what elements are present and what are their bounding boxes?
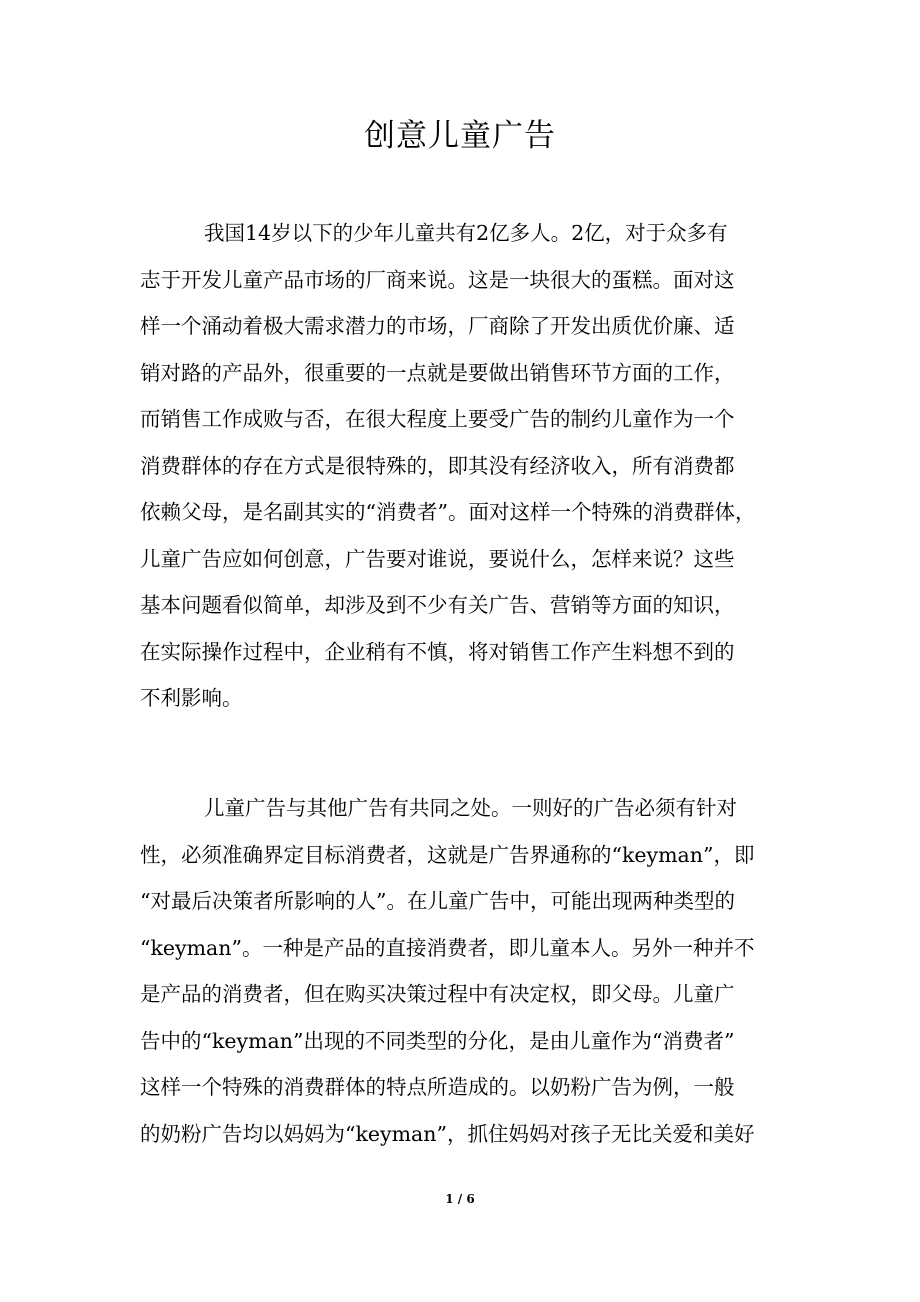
paragraph-line: 的奶粉广告均以妈妈为“keyman”，抓住妈妈对孩子无比关爱和美好 (140, 1121, 755, 1146)
paragraph-line: 不利影响。 (140, 686, 243, 710)
paragraph-line: 而销售工作成败与否，在很大程度上要受广告的制约儿童作为一个 (140, 407, 735, 431)
paragraph-line: 志于开发儿童产品市场的厂商来说。这是一块很大的蛋糕。面对这 (140, 267, 735, 292)
paragraph-line: 依赖父母，是名副其实的“消费者”。面对这样一个特殊的消费群体， (140, 500, 756, 524)
paragraph-line: 我国14岁以下的少年儿童共有2亿多人。2亿，对于众多有 (204, 221, 728, 245)
paragraph-line: “keyman”。一种是产品的直接消费者，即儿童本人。另外一种并不 (140, 935, 755, 960)
paragraph-line: 告中的“keyman”出现的不同类型的分化，是由儿童作为“消费者” (140, 1028, 735, 1053)
paragraph-line: 消费群体的存在方式是很特殊的，即其没有经济收入，所有消费都 (140, 453, 735, 478)
paragraph-2 (140, 785, 790, 1157)
paragraph-line: 在实际操作过程中，企业稍有不慎，将对销售工作产生料想不到的 (140, 639, 735, 664)
paragraph-line: 性，必须准确界定目标消费者，这就是广告界通称的“keyman”，即 (140, 842, 755, 867)
paragraph-line: 是产品的消费者，但在购买决策过程中有决定权，即父母。儿童广 (140, 982, 735, 1006)
page-title: 创意儿童广告 (364, 118, 556, 154)
paragraph-line: 儿童广告与其他广告有共同之处。一则好的广告必须有针对 (204, 796, 737, 820)
paragraph-line: 样一个涌动着极大需求潜力的市场，厂商除了开发出质优价廉、适 (140, 314, 735, 338)
paragraph-line: 基本问题看似简单，却涉及到不少有关广告、营销等方面的知识， (140, 593, 735, 617)
paragraph-1 (140, 210, 790, 722)
paragraph-line: 销对路的产品外，很重要的一点就是要做出销售环节方面的工作， (140, 360, 735, 385)
page-number: 1 / 6 (445, 1192, 475, 1206)
paragraph-line: 儿童广告应如何创意，广告要对谁说，要说什么，怎样来说？这些 (140, 546, 735, 571)
paragraph-line: 这样一个特殊的消费群体的特点所造成的。以奶粉广告为例，一般 (140, 1075, 735, 1099)
paragraph-line: “对最后决策者所影响的人”。在儿童广告中，可能出现两种类型的 (140, 889, 735, 913)
